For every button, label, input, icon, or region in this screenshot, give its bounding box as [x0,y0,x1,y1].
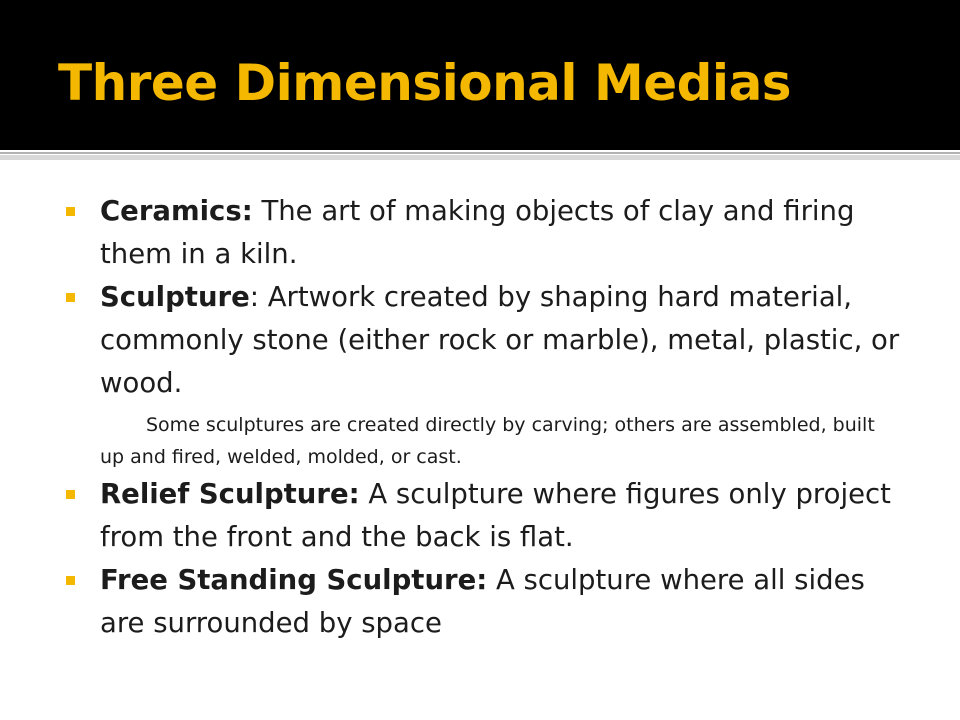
bullet-item-relief-sculpture [0,473,960,559]
bullet-description: A sculpture where figures only project from the front and the back is flat. [100,478,891,553]
bullet-item-ceramics [0,190,960,276]
bullet-text [100,190,900,276]
bullet-description: A sculpture where all sides are surrounded by space [100,564,865,639]
title-divider-thick [0,155,960,160]
title-divider-thin [0,152,960,154]
bullet-term: Sculpture [100,281,250,313]
bullet-term-separator: : [249,281,259,313]
bullet-item-sculpture [0,276,960,405]
bullet-item-free-standing-sculpture [0,559,960,645]
bullet-term: Relief Sculpture: [100,478,360,510]
bullet-description: Artwork created by shaping hard material, commonly stone (either rock or marble), metal, plastic, or wood. [100,281,900,399]
slide-body [0,190,960,645]
bullet-text [100,473,900,559]
bullet-description: The art of making objects of clay and firing them in a kiln. [100,195,855,270]
square-bullet-icon [66,576,75,585]
bullet-term: Free Standing Sculpture: [100,564,488,596]
sculpture-note-text: Some sculptures are created directly by carving; others are assembled, built up and fired, welded, molded, or cast. [100,414,875,468]
bullet-term: Ceramics: [100,195,253,227]
title-bar [0,0,960,150]
square-bullet-icon [66,207,75,216]
bullet-text [100,276,900,405]
sculpture-note [0,405,880,473]
square-bullet-icon [66,293,75,302]
square-bullet-icon [66,490,75,499]
bullet-text [100,559,900,645]
slide-title: Three Dimensional Medias [58,54,792,112]
